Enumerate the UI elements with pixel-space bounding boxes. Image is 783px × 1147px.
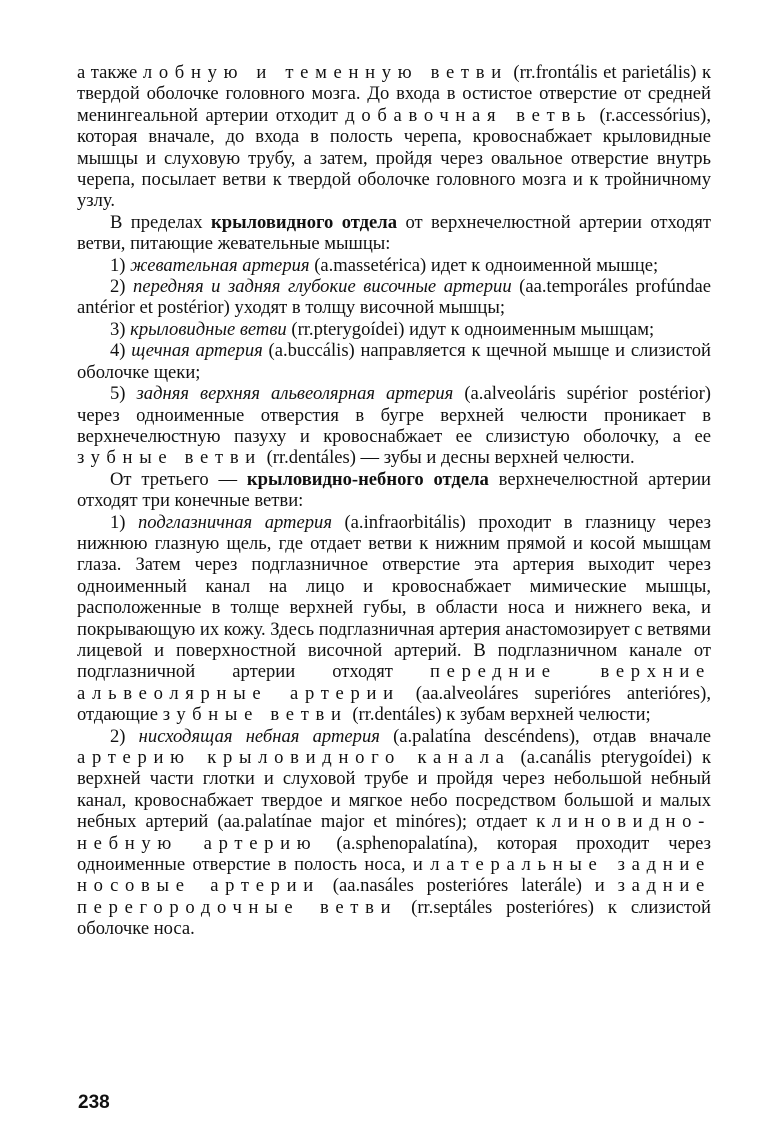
- list-item: 1) подглазничная артерия (a.infraorbitális) проходит в глазницу через нижнюю глазную щель, где отдает ветви к нижним прямой и косой мышцам глаза. Затем через подглазничное отверстие эта артерия выходит через одноименный канал на лицо и кровоснабжает мимические мышцы, расположенные в толще верхней губы, в области носа и нижнего века, и покрывающую их кожу. Здесь подглазничная артерия анастомозирует с ветвями лицевой и поверхностной височной артерий. В подглазничном канале от подглазничной артерии отходят передние верхние альвеолярные артерии (aa.alveoláres superióres anterióres), отдающие зубные ветви (rr.dentáles) к зубам верхней челюсти;: [77, 511, 712, 726]
- spaced-term: добавочная ветвь: [345, 104, 593, 126]
- list-item: 2) нисходящая небная артерия (a.palatína descéndens), отдав вначале артерию крыловидного канала (a.canális pterygoídei) к верхней части глотки и слуховой трубе и пройдя через небольшой небный канал, кровоснабжает твердое и мягкое небо посредством большой и малых небных артерий (aa.palatínae major et minóres); отдает клиновидно-небную артерию (a.sphenopalatína), которая проходит через одноименные отверстие в полость носа, и латеральные задние носовые артерии (aa.nasáles posterióres laterále) и задние перегородочные ветви (rr.septáles posterióres) к слизистой оболочке носа.: [77, 725, 712, 940]
- italic-term: подглазничная артерия: [138, 511, 332, 533]
- spaced-term: зубные ветви: [162, 704, 348, 726]
- list-item: 3) крыловидные ветви (rr.pterygoídei) идут к одноименным мышцам;: [110, 318, 655, 340]
- spaced-term: артерию крыловидного канала: [77, 747, 511, 768]
- italic-term: нисходящая небная артерия: [138, 725, 380, 747]
- body-text: [77, 62, 711, 940]
- paragraph: а также лобную и теменную ветви (rr.frontális et parietális) к твердой оболочке головного мозга. До входа в остистое отверстие от средней менингеальной артерии отходит добавочная ветвь (r.accessórius), которая вначале, до входа в полость черепа, кровоснабжает крыловидные мышцы и слуховую трубу, а затем, пройдя через овальное отверстие внутрь черепа, посылает ветви к твердой оболочке головного мозга и к тройничному узлу.: [77, 62, 712, 212]
- list-item: 5) задняя верхняя альвеолярная артерия (a.alveoláris supérior postérior) через одноименные отверстия в бугре верхней челюсти проникает в верхнечелюстную пазуху и кровоснабжает ее слизистую оболочку, а ее зубные ветви (rr.dentáles) — зубы и десны верхней челюсти.: [77, 383, 711, 469]
- italic-term: щечная артерия: [131, 340, 263, 362]
- italic-term: жевательная артерия: [130, 254, 310, 276]
- list-item: 4) щечная артерия (a.buccális) направляется к щечной мышце и слизистой оболочке щеки;: [77, 340, 711, 383]
- spaced-term: передние верхние альвеолярные артерии: [77, 661, 711, 704]
- italic-term: передняя и задняя глубокие височные артерии: [133, 276, 512, 298]
- paragraph: От третьего — крыловидно-небного отдела верхнечелюстной артерии отходят три конечные ветви:: [77, 468, 711, 512]
- list-item: 1) жевательная артерия (a.massetérica) идет к одноименной мышце;: [110, 254, 659, 276]
- spaced-term: зубные ветви: [77, 447, 262, 469]
- spaced-term: латеральные задние носовые артерии: [77, 854, 711, 897]
- spaced-term: задние перегородочные ветви: [77, 875, 711, 918]
- spaced-term: клиновидно-небную артерию: [77, 811, 711, 854]
- italic-term: крыловидные ветви: [130, 318, 287, 340]
- bold-term: крыловидно-небного отдела: [246, 468, 489, 490]
- list-item: 2) передняя и задняя глубокие височные артерии (aa.temporáles profúndae antérior et postérior) уходят в толщу височной мышцы;: [77, 276, 712, 319]
- bold-term: крыловидного отдела: [211, 211, 398, 233]
- paragraph: В пределах крыловидного отдела от верхнечелюстной артерии отходят ветви, питающие жевательные мышцы:: [77, 211, 711, 255]
- spaced-term: лобную и теменную ветви: [142, 62, 508, 83]
- page-number: 238: [78, 1092, 110, 1113]
- italic-term: задняя верхняя альвеолярная артерия: [136, 383, 454, 405]
